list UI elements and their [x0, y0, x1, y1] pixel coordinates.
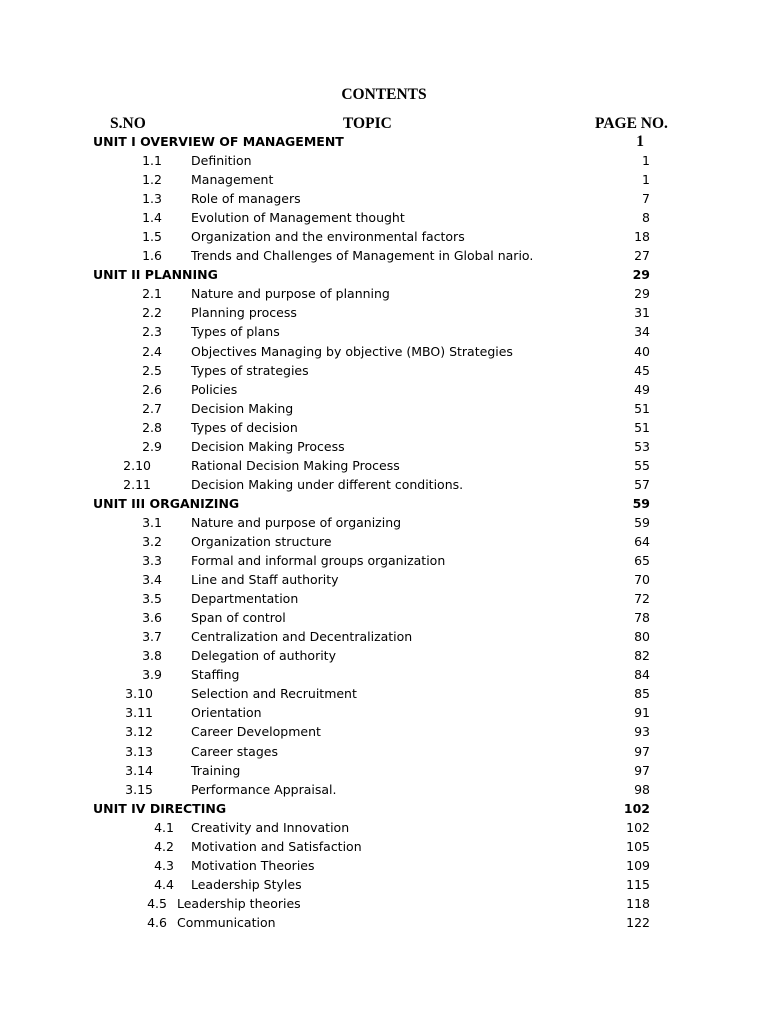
contents-row [0, 684, 768, 703]
topic-text: Decision Making Process [191, 438, 345, 454]
unit-title: UNIT III ORGANIZING [93, 495, 240, 511]
section-number: 1.4 [142, 210, 162, 226]
topic-text: Career Development [191, 724, 321, 740]
section-number: 2.10 [123, 457, 151, 473]
contents-row [0, 589, 768, 608]
unit-heading-row [0, 132, 768, 151]
contents-row [0, 608, 768, 627]
page-number: 85 [634, 686, 650, 702]
page-number: 91 [634, 705, 650, 721]
page-number: 7 [642, 191, 650, 207]
section-number: 3.1 [142, 514, 162, 530]
contents-row [0, 361, 768, 380]
topic-text: Line and Staff authority [191, 572, 339, 588]
topic-text: Rational Decision Making Process [191, 457, 400, 473]
page-number: 51 [634, 419, 650, 435]
contents-row [0, 303, 768, 322]
section-number: 2.5 [142, 362, 162, 378]
page-number: 59 [632, 495, 650, 511]
topic-text: Definition [191, 153, 252, 169]
section-number: 4.6 [147, 914, 167, 930]
contents-row [0, 532, 768, 551]
contents-row [0, 437, 768, 456]
section-number: 3.9 [142, 667, 162, 683]
topic-text: Nature and purpose of organizing [191, 514, 402, 530]
section-number: 2.4 [142, 343, 162, 359]
topic-text: Types of plans [191, 324, 280, 340]
section-number: 3.13 [125, 743, 153, 759]
unit-heading-row [0, 799, 768, 818]
topic-text: Motivation and Satisfaction [191, 838, 362, 854]
topic-text: Nature and purpose of planning [191, 286, 390, 302]
contents-row [0, 513, 768, 532]
section-number: 2.7 [142, 400, 162, 416]
page-number: 70 [634, 572, 650, 588]
unit-heading-row [0, 265, 768, 284]
page-number: 1 [636, 133, 644, 150]
contents-row [0, 837, 768, 856]
section-number: 1.1 [142, 153, 162, 169]
contents-row [0, 646, 768, 665]
contents-row [0, 170, 768, 189]
contents-row [0, 456, 768, 475]
page-number: 8 [642, 210, 650, 226]
page-number: 31 [634, 305, 650, 321]
contents-row [0, 818, 768, 837]
contents-row [0, 742, 768, 761]
contents-row [0, 418, 768, 437]
section-number: 4.3 [154, 857, 174, 873]
topic-text: Motivation Theories [191, 857, 315, 873]
section-number: 1.6 [142, 248, 162, 264]
section-number: 3.6 [142, 610, 162, 626]
contents-row [0, 780, 768, 799]
page-number: 109 [626, 857, 650, 873]
topic-text: Orientation [191, 705, 262, 721]
section-number: 3.5 [142, 591, 162, 607]
contents-row [0, 913, 768, 932]
section-number: 2.9 [142, 438, 162, 454]
page-number: 98 [634, 781, 650, 797]
page-number: 78 [634, 610, 650, 626]
page-number: 97 [634, 762, 650, 778]
page-number: 93 [634, 724, 650, 740]
section-number: 3.14 [125, 762, 153, 778]
page-number: 18 [634, 229, 650, 245]
page-number: 82 [634, 648, 650, 664]
contents-row [0, 722, 768, 741]
contents-row [0, 246, 768, 265]
topic-text: Planning process [191, 305, 297, 321]
section-number: 4.1 [154, 819, 174, 835]
section-number: 2.1 [142, 286, 162, 302]
page-number: 1 [642, 172, 650, 188]
topic-text: Leadership Styles [191, 876, 302, 892]
page-number: 29 [634, 286, 650, 302]
page-number: 27 [634, 248, 650, 264]
topic-text: Centralization and Decentralization [191, 629, 413, 645]
topic-text: Evolution of Management thought [191, 210, 405, 226]
section-number: 3.15 [125, 781, 153, 797]
section-number: 3.12 [125, 724, 153, 740]
section-number: 2.8 [142, 419, 162, 435]
topic-text: Organization structure [191, 533, 332, 549]
page-number: 59 [634, 514, 650, 530]
page-number: 49 [634, 381, 650, 397]
section-number: 4.5 [147, 895, 167, 911]
topic-text: Span of control [191, 610, 286, 626]
contents-row [0, 227, 768, 246]
contents-row [0, 894, 768, 913]
unit-title: UNIT II PLANNING [93, 267, 218, 283]
page-number: 102 [623, 800, 650, 816]
unit-title: UNIT I OVERVIEW OF MANAGEMENT [93, 134, 344, 149]
unit-heading-row [0, 494, 768, 513]
unit-title: UNIT IV DIRECTING [93, 800, 227, 816]
contents-row [0, 284, 768, 303]
page-number: 118 [626, 895, 650, 911]
page-number: 55 [634, 457, 650, 473]
contents-row [0, 875, 768, 894]
page-number: 122 [626, 914, 650, 930]
section-number: 3.2 [142, 533, 162, 549]
topic-text: Decision Making [191, 400, 294, 416]
contents-row [0, 551, 768, 570]
contents-row [0, 761, 768, 780]
contents-row [0, 475, 768, 494]
page-number: 34 [634, 324, 650, 340]
section-number: 2.2 [142, 305, 162, 321]
section-number: 3.10 [125, 686, 153, 702]
section-number: 3.3 [142, 553, 162, 569]
topic-text: Types of decision [191, 419, 298, 435]
section-number: 2.11 [123, 476, 151, 492]
contents-row [0, 151, 768, 170]
page-number: 29 [632, 267, 650, 283]
topic-text: Communication [177, 914, 276, 930]
page-number: 97 [634, 743, 650, 759]
section-number: 3.4 [142, 572, 162, 588]
contents-row [0, 665, 768, 684]
contents-row [0, 627, 768, 646]
page-number: 65 [634, 553, 650, 569]
topic-text: Organization and the environmental factors [191, 229, 465, 245]
topic-text: Delegation of authority [191, 648, 336, 664]
section-number: 3.11 [125, 705, 153, 721]
topic-text: Objectives Managing by objective (MBO) Strategies [191, 343, 513, 359]
page-number: 102 [626, 819, 650, 835]
sno-column-header: S.NO [110, 115, 146, 132]
topic-text: Trends and Challenges of Management in Global nario. [191, 248, 534, 264]
topic-text: Staffing [191, 667, 240, 683]
topic-text: Decision Making under different conditions. [191, 476, 464, 492]
topic-text: Formal and informal groups organization [191, 553, 446, 569]
contents-list [0, 132, 768, 932]
topic-text: Leadership theories [177, 895, 301, 911]
topic-text: Management [191, 172, 274, 188]
page-number: 51 [634, 400, 650, 416]
contents-row [0, 380, 768, 399]
topic-text: Selection and Recruitment [191, 686, 357, 702]
contents-row [0, 399, 768, 418]
page-number: 53 [634, 438, 650, 454]
page-number: 40 [634, 343, 650, 359]
page-number: 45 [634, 362, 650, 378]
page-number: 80 [634, 629, 650, 645]
topic-text: Types of strategies [191, 362, 309, 378]
topic-text: Career stages [191, 743, 278, 759]
contents-row [0, 208, 768, 227]
contents-row [0, 570, 768, 589]
page-number: 115 [626, 876, 650, 892]
section-number: 1.5 [142, 229, 162, 245]
page-number: 72 [634, 591, 650, 607]
page-number: 84 [634, 667, 650, 683]
page-number: 57 [634, 476, 650, 492]
topic-text: Departmentation [191, 591, 299, 607]
section-number: 4.4 [154, 876, 174, 892]
topic-text: Policies [191, 381, 238, 397]
contents-row [0, 703, 768, 722]
page-number: 64 [634, 533, 650, 549]
section-number: 2.3 [142, 324, 162, 340]
topic-text: Role of managers [191, 191, 301, 207]
contents-row [0, 322, 768, 341]
topic-column-header: TOPIC [343, 115, 392, 132]
section-number: 1.2 [142, 172, 162, 188]
page-number: 105 [626, 838, 650, 854]
topic-text: Training [191, 762, 241, 778]
contents-title: CONTENTS [341, 86, 427, 103]
contents-row [0, 189, 768, 208]
page-number: 1 [642, 153, 650, 169]
page-column-header: PAGE NO. [595, 115, 668, 132]
section-number: 3.7 [142, 629, 162, 645]
topic-text: Performance Appraisal. [191, 781, 337, 797]
contents-row [0, 856, 768, 875]
section-number: 3.8 [142, 648, 162, 664]
section-number: 1.3 [142, 191, 162, 207]
section-number: 2.6 [142, 381, 162, 397]
section-number: 4.2 [154, 838, 174, 854]
contents-row [0, 342, 768, 361]
topic-text: Creativity and Innovation [191, 819, 350, 835]
